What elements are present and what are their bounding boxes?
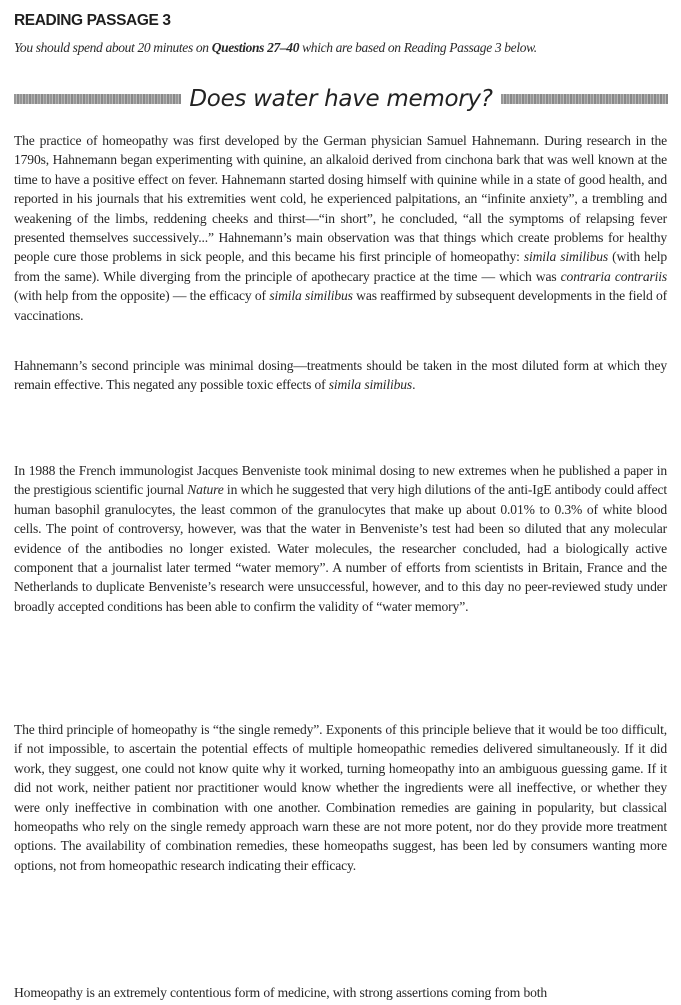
italic-term: simila similibus <box>328 377 413 393</box>
passage-title-row <box>14 84 668 114</box>
italic-term: contraria contrariis <box>560 268 667 284</box>
paragraph-text: Homeopathy is an extremely contentious form of medicine, with strong assertions coming from both <box>14 985 548 1000</box>
instruction-pre: You should spend about 20 minutes on <box>14 40 212 55</box>
paragraph <box>14 356 667 395</box>
italic-term: Nature <box>187 482 224 498</box>
section-heading: READING PASSAGE 3 <box>14 12 171 29</box>
instruction-post: which are based on Reading Passage 3 below. <box>299 40 537 55</box>
paragraph <box>14 720 667 875</box>
paragraph <box>14 131 667 325</box>
paragraph-text: Hahnemann’s second principle was minimal dosing—treatments should be taken in the most diluted form at which they remain effective. This negated any possible toxic effects of <box>14 358 667 393</box>
paragraph-text: . <box>412 377 416 393</box>
paragraph-text: (with help from the opposite) — the efficacy of <box>14 288 270 304</box>
paragraph-text: In 1988 the French immunologist Jacques Benveniste took minimal dosing to new extremes when he published a paper in the prestigious scientific journal <box>14 463 667 498</box>
paragraph-text: (with help from the same). While diverging from the principle of apothecary practice at the time — which was <box>14 249 667 284</box>
paragraph-text: was reaffirmed by subsequent developments in the field of vaccinations. <box>14 288 667 323</box>
paragraph <box>14 461 667 616</box>
paragraph-text: The practice of homeopathy was first developed by the German physician Samuel Hahnemann. During research in the 1790s, Hahnemann began experimenting with quinine, an alkaloid derived from cinchona bark that was well known at the time to have a positive effect on fever. Hahnemann started dosing himself with quinine while in a state of good health, and reported in his journals that his extremities went cold, he experienced palpitations, an “infinite anxiety”, a trembling and weakening of the limbs, reddening cheeks and thirst—“in short”, he concluded, “all the symptoms of relapsing fever presented themselves successively...” Hahnemann’s main observation was that things which create problems for healthy people cure those problems in sick people, and this became his first principle of homeopathy: <box>14 133 667 265</box>
paragraph-text: in which he suggested that very high dilutions of the anti-IgE antibody could affect human basophil granulocytes, the least common of the granulocytes that make up about 0.01% to 0.3% of white blood cells. The point of controversy, however, was that the water in Benveniste’s test had been so diluted that any molecular evidence of the antibodies no longer existed. Water molecules, the researcher concluded, had a biologically active component that a journalist later termed “water memory”. A number of efforts from scientists in Britain, France and the Netherlands to duplicate Benveniste’s research were unsuccessful, however, and to this day no peer-reviewed study under broadly accepted conditions has been able to confirm the validity of “water memory”. <box>14 482 667 614</box>
passage-title: Does water have memory? <box>189 86 493 112</box>
title-left-decorative-bar <box>14 94 181 104</box>
instruction-questions: Questions 27–40 <box>211 40 300 55</box>
paragraph <box>14 983 667 1002</box>
instruction-text <box>14 40 537 56</box>
title-right-decorative-bar <box>501 94 668 104</box>
italic-term: simila similibus <box>523 249 609 265</box>
italic-term: simila similibus <box>269 288 353 304</box>
paragraph-text: The third principle of homeopathy is “the single remedy”. Exponents of this principle believe that it would be too difficult, if not impossible, to ascertain the potential effects of multiple homeopathic remedies delivered simultaneously. If it did work, they suggest, one could not know quite why it worked, turning homeopathy into an ambiguous guessing game. If it did not work, neither patient nor practitioner would know whether the ingredients were all ineffective, or whether they were only ineffective in combination with one another. Combination remedies are gaining in popularity, but classical homeopaths who rely on the single remedy approach warn these are not more potent, nor do they provide more treatment options. The availability of combination remedies, these homeopaths suggest, has been led by consumers wanting more options, not from homeopathic research indicating their efficacy. <box>14 722 667 873</box>
